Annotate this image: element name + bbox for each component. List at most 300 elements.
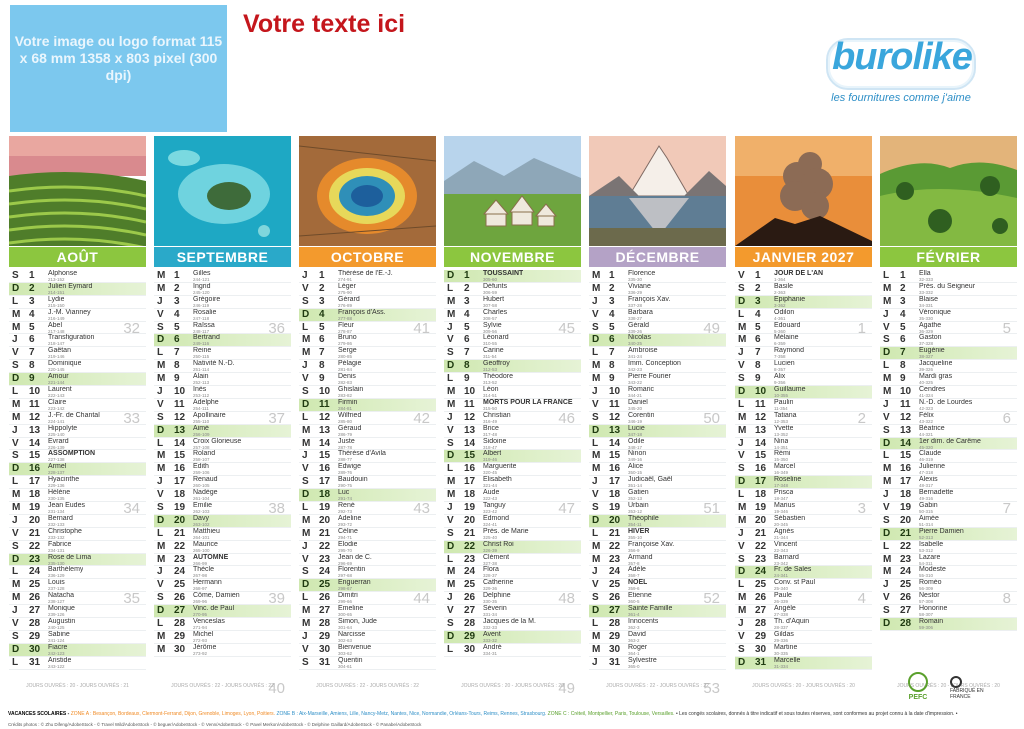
day-number: 2 bbox=[174, 282, 180, 294]
saint-name: Imm. Conception bbox=[628, 360, 681, 368]
saint-name: François Xav. bbox=[628, 295, 671, 303]
weekday-letter: L bbox=[447, 373, 454, 385]
day-number: 11 bbox=[609, 398, 620, 410]
weekday-letter: M bbox=[738, 411, 747, 423]
made-in-france-label: FABRIQUÉ EN FRANCE bbox=[950, 688, 984, 700]
day-number: 6 bbox=[464, 334, 470, 346]
day-number: 23 bbox=[609, 553, 621, 565]
day-of-year: 260-105 bbox=[193, 483, 210, 489]
weekday-letter: J bbox=[592, 295, 598, 307]
day-number: 16 bbox=[464, 463, 476, 475]
weekday-letter: L bbox=[12, 295, 19, 307]
day-of-year: 303-62 bbox=[338, 650, 353, 656]
logo-placeholder[interactable] bbox=[10, 5, 227, 132]
saint-name: Françoise Xav. bbox=[628, 540, 675, 548]
week-number: 38 bbox=[268, 500, 285, 517]
weekday-letter: D bbox=[738, 566, 746, 578]
day-number: 2 bbox=[464, 282, 470, 294]
day-row bbox=[735, 399, 872, 412]
day-of-year: 314-51 bbox=[483, 393, 498, 399]
day-of-year: 318-47 bbox=[483, 444, 498, 450]
saint-name: Paulin bbox=[774, 398, 794, 406]
day-of-year: 348-17 bbox=[628, 444, 643, 450]
day-of-year: 50-315 bbox=[919, 509, 934, 515]
day-number: 27 bbox=[464, 605, 476, 617]
day-number: 13 bbox=[755, 424, 767, 436]
weekday-letter: L bbox=[883, 270, 890, 281]
day-row bbox=[735, 450, 872, 463]
day-of-year: 48-317 bbox=[919, 483, 934, 489]
day-row bbox=[735, 463, 872, 476]
weekday-letter: J bbox=[302, 630, 308, 642]
photo-green-hills bbox=[880, 136, 1017, 246]
day-row bbox=[9, 450, 146, 463]
saint-name: Hermann bbox=[193, 579, 222, 587]
day-of-year: 39-326 bbox=[919, 367, 934, 373]
weekday-letter: J bbox=[883, 489, 889, 501]
week-number: 36 bbox=[268, 320, 285, 337]
day-number: 21 bbox=[609, 527, 621, 539]
day-row bbox=[880, 541, 1017, 554]
day-number: 20 bbox=[464, 514, 476, 526]
week-number: 2 bbox=[857, 410, 866, 427]
day-row bbox=[154, 476, 291, 489]
week-number: 51 bbox=[703, 500, 720, 517]
saint-name: Thérèse de l'E.-J. bbox=[338, 270, 393, 277]
day-number: 2 bbox=[29, 282, 35, 294]
day-of-year: 357-8 bbox=[628, 560, 640, 566]
weekday-letter: M bbox=[302, 514, 311, 526]
saint-name: Odilon bbox=[774, 308, 795, 316]
saint-name: Aude bbox=[483, 489, 500, 497]
weekday-letter: J bbox=[12, 514, 18, 526]
month-november bbox=[444, 247, 581, 697]
saint-name: Charles bbox=[483, 308, 508, 316]
weekday-letter: M bbox=[738, 424, 747, 436]
saint-name: Renaud bbox=[193, 476, 218, 484]
day-row bbox=[9, 360, 146, 373]
week-number: 44 bbox=[413, 590, 430, 607]
weekday-letter: M bbox=[157, 553, 166, 565]
day-of-year: 56-309 bbox=[919, 586, 934, 592]
day-number: 8 bbox=[174, 360, 180, 372]
day-number: 18 bbox=[900, 489, 912, 501]
day-of-year: 221-144 bbox=[48, 380, 65, 386]
weekday-letter: L bbox=[302, 321, 309, 333]
day-number: 4 bbox=[755, 308, 761, 320]
day-of-year: 279-86 bbox=[338, 341, 353, 347]
day-number: 3 bbox=[174, 295, 180, 307]
day-of-year: 316-49 bbox=[483, 418, 498, 424]
day-of-year: 354-11 bbox=[628, 521, 642, 527]
saint-name: Sidoine bbox=[483, 437, 507, 445]
day-row bbox=[299, 386, 436, 399]
day-of-year: 22-343 bbox=[774, 547, 789, 553]
weekday-letter: S bbox=[12, 450, 19, 462]
day-of-year: 248-117 bbox=[193, 328, 210, 334]
saint-name: André bbox=[483, 643, 502, 651]
saint-name: Adeline bbox=[338, 514, 362, 522]
day-row bbox=[9, 476, 146, 489]
saint-name: Gaëtan bbox=[48, 347, 71, 355]
saint-name: Marcel bbox=[774, 463, 796, 471]
weekday-letter: M bbox=[12, 502, 21, 514]
weekday-letter: D bbox=[302, 398, 310, 410]
day-of-year: 232-133 bbox=[48, 521, 65, 527]
day-number: 3 bbox=[319, 295, 325, 307]
day-number: 24 bbox=[464, 566, 476, 578]
saint-name: Gilles bbox=[193, 270, 211, 277]
day-of-year: 238-127 bbox=[48, 599, 65, 605]
day-of-year: 321-44 bbox=[483, 483, 498, 489]
weekday-letter: L bbox=[12, 386, 19, 398]
weekday-letter: V bbox=[12, 437, 19, 449]
weekday-letter: S bbox=[447, 527, 454, 539]
weekday-letter: S bbox=[592, 321, 599, 333]
saint-name: Émeline bbox=[338, 605, 364, 613]
saint-name: Carine bbox=[483, 347, 504, 355]
day-number: 5 bbox=[174, 321, 180, 333]
day-number: 12 bbox=[174, 411, 186, 423]
weekday-letter: S bbox=[302, 656, 309, 668]
saint-name: Transfiguration bbox=[48, 334, 95, 342]
day-of-year: 265-100 bbox=[193, 547, 210, 553]
day-number: 29 bbox=[174, 630, 186, 642]
weekday-letter: V bbox=[302, 643, 309, 655]
day-number: 29 bbox=[755, 630, 767, 642]
weekday-letter: M bbox=[157, 373, 166, 385]
day-row bbox=[299, 644, 436, 657]
weekday-letter: M bbox=[302, 334, 311, 346]
weekday-letter: S bbox=[447, 347, 454, 359]
made-in-france-badge bbox=[950, 676, 986, 700]
weekday-letter: L bbox=[738, 398, 745, 410]
weekday-letter: V bbox=[738, 450, 745, 462]
month-title: SEPTEMBRE bbox=[154, 247, 291, 267]
day-of-year: 320-45 bbox=[483, 470, 498, 476]
weekday-letter: S bbox=[302, 476, 309, 488]
day-of-year: 263-102 bbox=[193, 521, 210, 527]
day-row bbox=[589, 347, 726, 360]
day-row bbox=[735, 360, 872, 373]
day-of-year: 235-130 bbox=[48, 560, 65, 566]
day-row bbox=[154, 644, 291, 657]
day-list bbox=[299, 270, 436, 670]
day-of-year: 42-323 bbox=[919, 405, 934, 411]
day-of-year: 29-336 bbox=[774, 637, 789, 643]
day-row bbox=[444, 541, 581, 554]
weekday-letter: S bbox=[12, 630, 19, 642]
day-row bbox=[154, 450, 291, 463]
weekday-letter: L bbox=[157, 527, 164, 539]
day-of-year: 26-339 bbox=[774, 599, 789, 605]
saint-name: Angèle bbox=[774, 605, 796, 613]
saint-name: Sabine bbox=[48, 630, 70, 638]
day-row bbox=[735, 334, 872, 347]
day-number: 28 bbox=[755, 618, 767, 630]
saint-name: Ghislain bbox=[338, 386, 364, 394]
day-number: 15 bbox=[174, 450, 186, 462]
photo-matterhorn bbox=[589, 136, 726, 246]
saint-name: Léger bbox=[338, 282, 356, 290]
saint-name: Modeste bbox=[919, 566, 946, 574]
week-number: 32 bbox=[123, 320, 140, 337]
day-of-year: 35-330 bbox=[919, 315, 934, 321]
weekday-letter: S bbox=[302, 566, 309, 578]
day-number: 10 bbox=[900, 386, 912, 398]
day-number: 22 bbox=[174, 540, 186, 552]
day-row bbox=[735, 605, 872, 618]
saint-name: Reine bbox=[193, 347, 212, 355]
saint-name: Hyacinthe bbox=[48, 476, 80, 484]
weekday-letter: L bbox=[592, 527, 599, 539]
saint-name: Gabin bbox=[919, 502, 938, 510]
day-of-year: 337-28 bbox=[628, 302, 643, 308]
weekday-letter: S bbox=[883, 334, 890, 346]
day-number: 21 bbox=[29, 527, 41, 539]
day-number: 20 bbox=[29, 514, 41, 526]
day-row bbox=[589, 450, 726, 463]
day-of-year: 311-54 bbox=[483, 354, 497, 360]
saint-name: Fr. de Sales bbox=[774, 566, 812, 574]
day-number: 27 bbox=[29, 605, 41, 617]
saint-name: Jérôme bbox=[193, 643, 217, 651]
week-number: 34 bbox=[123, 500, 140, 517]
day-row bbox=[154, 618, 291, 631]
day-number: 19 bbox=[174, 502, 186, 514]
weekday-letter: S bbox=[302, 386, 309, 398]
day-of-year: 4-361 bbox=[774, 315, 786, 321]
weekday-letter: L bbox=[302, 411, 309, 423]
saint-name: Catherine bbox=[483, 579, 514, 587]
saint-name: Jean Eudes bbox=[48, 502, 85, 510]
weekday-letter: L bbox=[447, 282, 454, 294]
weekday-letter: M bbox=[157, 360, 166, 372]
weekday-letter: D bbox=[12, 553, 20, 565]
day-row bbox=[154, 438, 291, 451]
weekday-letter: M bbox=[447, 476, 456, 488]
weekday-letter: J bbox=[883, 579, 889, 591]
saint-name: Hubert bbox=[483, 295, 505, 303]
weekday-letter: M bbox=[883, 295, 892, 307]
day-row bbox=[880, 566, 1017, 579]
day-row bbox=[154, 270, 291, 283]
day-of-year: 1-364 bbox=[774, 277, 786, 282]
tree-icon bbox=[908, 672, 928, 692]
saint-name: Croix Glorieuse bbox=[193, 437, 242, 445]
day-of-year: 213-152 bbox=[48, 277, 65, 282]
day-of-year: 344-21 bbox=[628, 393, 643, 399]
day-number: 17 bbox=[174, 476, 186, 488]
day-of-year: 309-56 bbox=[483, 328, 498, 334]
day-number: 13 bbox=[609, 424, 621, 436]
day-number: 22 bbox=[464, 540, 476, 552]
day-row bbox=[880, 579, 1017, 592]
saint-name: Christian bbox=[483, 411, 511, 419]
day-list bbox=[9, 270, 146, 670]
saint-name: Vinc. de Paul bbox=[193, 605, 235, 613]
weekday-letter: L bbox=[738, 489, 745, 501]
day-row bbox=[299, 296, 436, 309]
day-row bbox=[880, 618, 1017, 631]
saint-name: Christ Roi bbox=[483, 540, 514, 548]
weekday-letter: D bbox=[592, 424, 600, 436]
saint-name: Judicaël, Gaël bbox=[628, 476, 673, 484]
day-of-year: 308-57 bbox=[483, 315, 498, 321]
weekday-letter: D bbox=[157, 514, 165, 526]
day-number: 23 bbox=[755, 553, 767, 565]
day-of-year: 282-83 bbox=[338, 380, 353, 386]
saint-name: Brice bbox=[483, 424, 499, 432]
day-of-year: 236-129 bbox=[48, 573, 65, 579]
day-row bbox=[299, 657, 436, 670]
day-of-year: 220-145 bbox=[48, 367, 65, 373]
week-number: 42 bbox=[413, 410, 430, 427]
saint-name: Geoffroy bbox=[483, 360, 510, 368]
day-row bbox=[735, 631, 872, 644]
weekday-letter: D bbox=[12, 373, 20, 385]
saint-name: Narcisse bbox=[338, 630, 366, 638]
headline-text[interactable]: Votre texte ici bbox=[243, 10, 406, 38]
weekday-letter: J bbox=[592, 656, 598, 668]
weekday-letter: V bbox=[302, 463, 309, 475]
weekday-letter: V bbox=[738, 540, 745, 552]
day-number: 2 bbox=[900, 282, 906, 294]
day-of-year: 328-37 bbox=[483, 573, 498, 579]
day-row bbox=[880, 334, 1017, 347]
weekday-letter: D bbox=[592, 514, 600, 526]
day-of-year: 13-352 bbox=[774, 431, 789, 437]
weekday-letter: J bbox=[12, 424, 18, 436]
day-row bbox=[589, 360, 726, 373]
day-row bbox=[444, 296, 581, 309]
saint-name: Rémi bbox=[774, 450, 791, 458]
day-list bbox=[880, 270, 1017, 631]
day-number: 18 bbox=[755, 489, 767, 501]
weekday-letter: V bbox=[592, 308, 599, 320]
saint-name: Ninon bbox=[628, 450, 647, 458]
day-of-year: 355-10 bbox=[628, 534, 643, 540]
month-title: OCTOBRE bbox=[299, 247, 436, 267]
saint-name: Lydie bbox=[48, 295, 65, 303]
day-of-year: 3-362 bbox=[774, 302, 786, 308]
day-number: 27 bbox=[174, 605, 186, 617]
day-row bbox=[735, 541, 872, 554]
day-row bbox=[299, 270, 436, 283]
weekday-letter: L bbox=[592, 437, 599, 449]
month-december bbox=[589, 247, 726, 697]
day-of-year: 251-114 bbox=[193, 367, 210, 373]
day-of-year: 343-22 bbox=[628, 380, 643, 386]
weekday-letter: D bbox=[447, 630, 455, 642]
day-row bbox=[735, 373, 872, 386]
saint-name: Théodore bbox=[483, 373, 513, 381]
day-of-year: 242-123 bbox=[48, 650, 65, 656]
weekday-letter: S bbox=[302, 295, 309, 307]
weekday-letter: V bbox=[883, 411, 890, 423]
day-of-year: 38-327 bbox=[919, 354, 934, 360]
day-row bbox=[880, 592, 1017, 605]
weekday-letter: J bbox=[157, 566, 163, 578]
day-number: 22 bbox=[609, 540, 621, 552]
day-of-year: 273-92 bbox=[193, 650, 208, 656]
day-number: 1 bbox=[319, 270, 325, 281]
day-of-year: 332-33 bbox=[483, 625, 498, 631]
day-number: 27 bbox=[609, 605, 621, 617]
day-row bbox=[444, 373, 581, 386]
day-row bbox=[880, 515, 1017, 528]
day-number: 20 bbox=[174, 514, 186, 526]
day-number: 27 bbox=[319, 605, 331, 617]
weekday-letter: J bbox=[738, 527, 744, 539]
day-row bbox=[880, 347, 1017, 360]
day-row bbox=[880, 605, 1017, 618]
day-of-year: 272-93 bbox=[193, 637, 208, 643]
weekday-letter: M bbox=[592, 540, 601, 552]
day-of-year: 268-97 bbox=[193, 586, 208, 592]
weekday-letter: V bbox=[157, 308, 164, 320]
day-row bbox=[444, 528, 581, 541]
day-row bbox=[444, 644, 581, 657]
saint-name: J.-M. Vianney bbox=[48, 308, 91, 316]
weekday-letter: V bbox=[447, 334, 454, 346]
saint-name: Thècle bbox=[193, 566, 215, 574]
day-row bbox=[9, 644, 146, 657]
day-row bbox=[444, 566, 581, 579]
day-of-year: 346-19 bbox=[628, 418, 643, 424]
day-of-year: 298-67 bbox=[338, 586, 353, 592]
legend-zone-c: ZONE C : Créteil, Montpellier, Paris, Toulouse, Versailles. bbox=[547, 711, 675, 717]
day-number: 2 bbox=[755, 282, 761, 294]
day-row bbox=[299, 463, 436, 476]
weekday-letter: M bbox=[592, 553, 601, 565]
day-row bbox=[9, 270, 146, 283]
day-number: 12 bbox=[755, 411, 767, 423]
day-of-year: 55-310 bbox=[919, 573, 934, 579]
day-of-year: 286-79 bbox=[338, 431, 353, 437]
day-of-year: 360-5 bbox=[628, 599, 640, 605]
day-row bbox=[735, 296, 872, 309]
day-of-year: 240-125 bbox=[48, 625, 65, 631]
day-of-year: 58-307 bbox=[919, 612, 934, 618]
day-number: 1 bbox=[755, 270, 761, 281]
weekday-letter: D bbox=[12, 463, 20, 475]
saint-name: François d'Ass. bbox=[338, 308, 386, 316]
saint-name: Roseline bbox=[774, 476, 802, 484]
saint-name: Barnard bbox=[774, 553, 799, 561]
day-of-year: 226-139 bbox=[48, 444, 65, 450]
weekday-letter: M bbox=[447, 295, 456, 307]
saint-name: Viviane bbox=[628, 282, 651, 290]
saint-name: Florentin bbox=[338, 566, 366, 574]
day-of-year: 52-313 bbox=[919, 534, 934, 540]
day-of-year: 349-16 bbox=[628, 457, 643, 463]
week-number: 50 bbox=[703, 410, 720, 427]
saint-name: Élodie bbox=[338, 540, 358, 548]
saint-name: Innocents bbox=[628, 618, 659, 626]
day-of-year: 356-9 bbox=[628, 547, 640, 553]
saint-name: Céline bbox=[338, 527, 358, 535]
day-row bbox=[154, 386, 291, 399]
saint-name: Gildas bbox=[774, 630, 794, 638]
day-number: 19 bbox=[29, 502, 41, 514]
saint-name: Laurent bbox=[48, 386, 72, 394]
day-row bbox=[154, 373, 291, 386]
day-number: 4 bbox=[900, 308, 906, 320]
day-of-year: 341-24 bbox=[628, 354, 643, 360]
weekday-letter: D bbox=[883, 618, 891, 630]
day-number: 4 bbox=[29, 308, 35, 320]
